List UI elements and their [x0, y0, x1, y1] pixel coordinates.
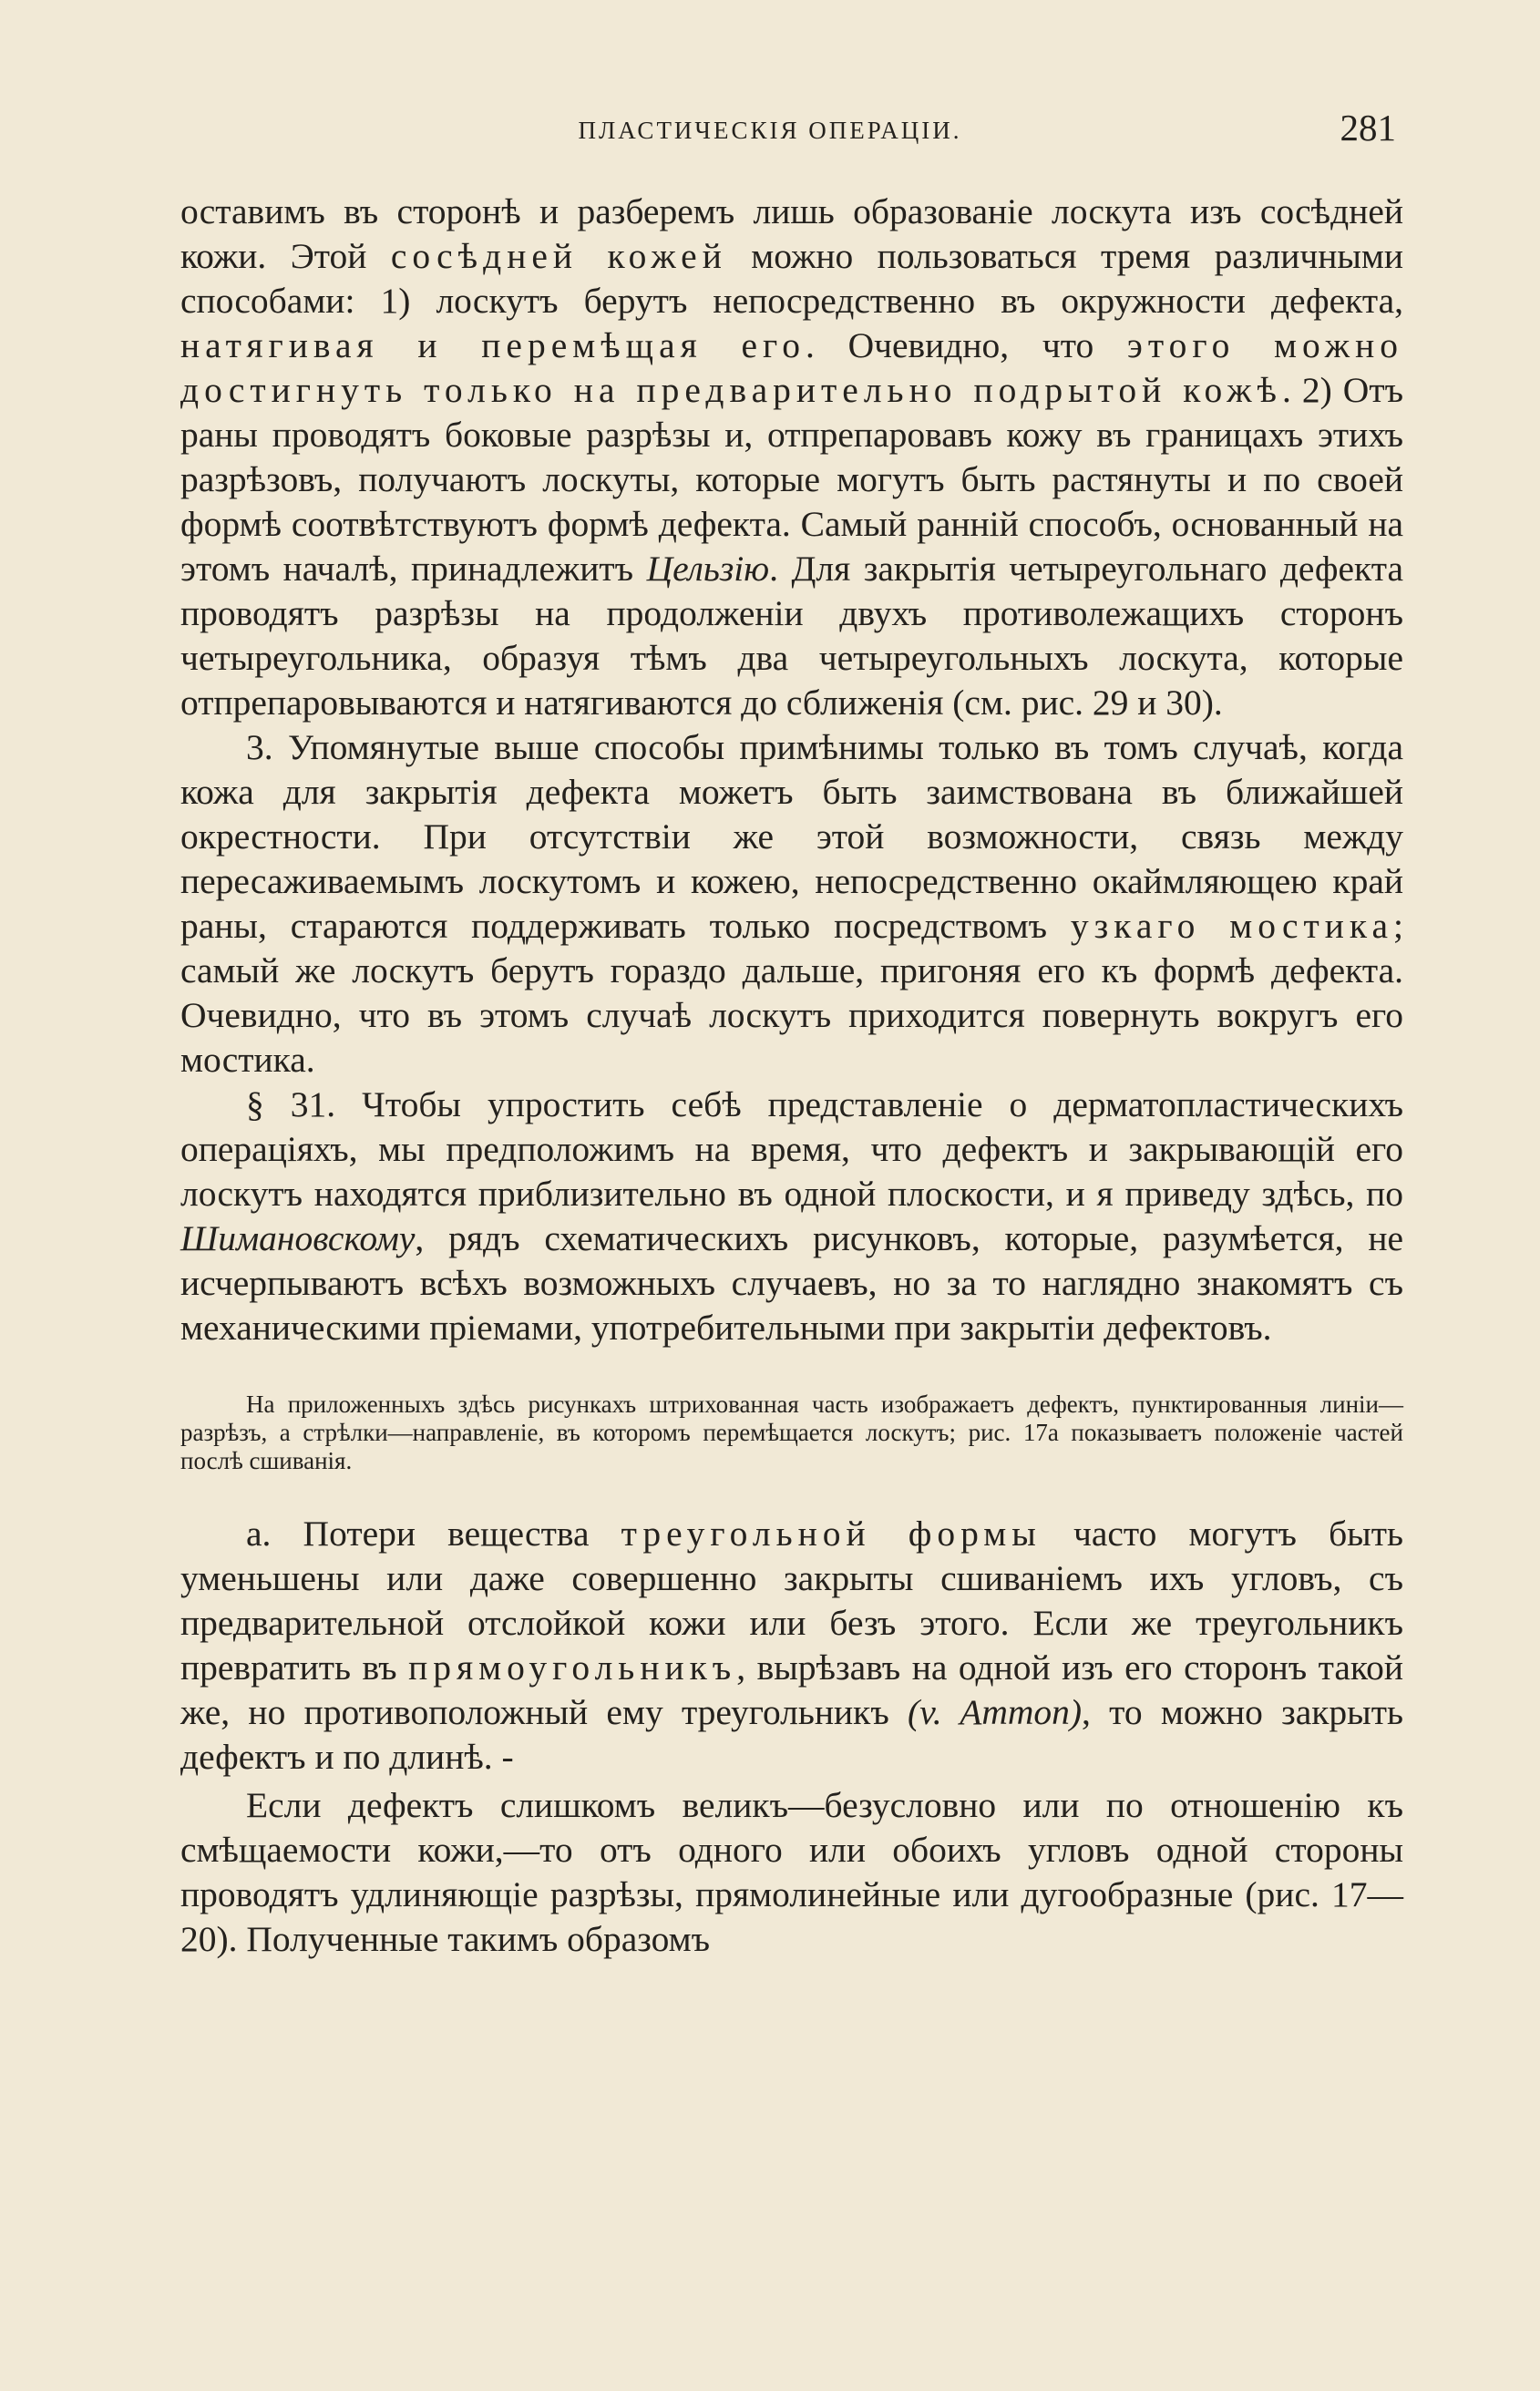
- paragraph-final: Если дефектъ слишкомъ великъ—безусловно или по отношенію къ смѣщаемости кожи,—то отъ одного или обоихъ угловъ одной стороны проводятъ удлиняющіе разрѣзы, прямолинейные или дугообразные (рис. 17—20). Полученные такимъ образомъ: [180, 1785, 1403, 1959]
- running-head: ПЛАСТИЧЕСКІЯ ОПЕРАЦІИ.: [578, 117, 962, 144]
- spaced-emphasis: прямоугольникъ: [408, 1647, 737, 1688]
- paragraph-section-31: [180, 1083, 1403, 1350]
- text-run: можно пользоваться тремя различными способами: 1) лоскутъ берутъ непосредственно въ окружности дефекта,: [180, 236, 1404, 321]
- text-run: , рядъ схематическихъ рисунковъ, которые, разумѣется, не исчерпываютъ всѣхъ возможныхъ случаевъ, но за то наглядно знакомятъ съ механическими пріемами, употребительными при закрытіи дефектовъ.: [180, 1218, 1403, 1348]
- paragraph-2: [180, 725, 1403, 1083]
- text-run: а. Потери вещества: [246, 1514, 621, 1554]
- spaced-emphasis: узкаго мостика: [1070, 906, 1394, 946]
- text-run: . Для закрытія четыреугольнаго дефекта проводятъ разрѣзы на продолженіи двухъ противолежащихъ сторонъ четыреугольника, образуя тѣмъ два четыреугольныхъ лоскута, которые отпрепаровываются и натягиваются до сближенія (см. рис. 29 и 30).: [180, 549, 1403, 723]
- page-header: [0, 100, 1540, 155]
- text-run: часто могутъ быть уменьшены или даже совершенно закрыты сшиваніемъ ихъ угловъ, съ предварительной отслойкой кожи или безъ этого. Если же треугольникъ превратить въ: [180, 1514, 1404, 1688]
- text-run: . 2) Отъ раны проводятъ боковые разрѣзы и, отпрепаровавъ кожу въ границахъ этихъ разрѣзовъ, получаютъ лоскуты, которые могутъ быть растянуты и по своей формѣ соотвѣтствуютъ формѣ дефекта. Самый ранній способъ, основанный на этомъ началѣ, принадлежитъ: [180, 370, 1404, 589]
- text-run: 3. Упомянутые выше способы примѣнимы только въ томъ случаѣ, когда кожа для закрытія дефекта можетъ быть заимствована въ ближайшей окрестности. При отсутствіи же этой возможности, связь между пересаживаемымъ лоскутомъ и кожею, непосредственно окаймляющею край раны, стараются поддерживать только посредствомъ: [180, 727, 1403, 946]
- spaced-emphasis: треугольной формы: [621, 1514, 1042, 1554]
- text-run: § 31. Чтобы упростить себѣ представленіе о дерматопластическихъ операціяхъ, мы предположимъ на время, что дефектъ и закрывающій его лоскутъ находятся приблизительно въ одной плоскости, и я приведу здѣсь, по: [180, 1084, 1403, 1214]
- page-number: 281: [1340, 107, 1396, 149]
- spaced-emphasis: сосѣдней кожей: [390, 236, 727, 276]
- text-run: , то можно закрыть дефектъ и по длинѣ. -: [180, 1692, 1403, 1777]
- text-run: , вырѣзавъ на одной изъ его сторонъ такой же, но противоположный ему треугольникъ: [180, 1647, 1403, 1732]
- spaced-emphasis: натягивая и перемѣщая его: [180, 325, 806, 365]
- text-run: . Очевидно, что: [806, 325, 1127, 365]
- author-name-ammon: (v. Ammon): [908, 1692, 1083, 1732]
- spaced-emphasis: этого можно достигнуть только на предварительно подрытой кожѣ: [180, 325, 1403, 410]
- author-name-celsus: Цельзію: [646, 549, 770, 589]
- author-name-shimanovsky: Шимановскому: [180, 1218, 416, 1258]
- text-run: оставимъ въ сторонѣ и разберемъ лишь образованіе лоскута изъ сосѣдней кожи. Этой: [180, 191, 1403, 276]
- text-run: ; самый же лоскутъ берутъ гораздо дальше, пригоняя его къ формѣ дефекта. Очевидно, что въ этомъ случаѣ лоскутъ приходится повернуть вокругъ его мостика.: [180, 906, 1404, 1080]
- figure-note: На приложенныхъ здѣсь рисункахъ штрихованная часть изображаетъ дефектъ, пунктированныя линіи—разрѣзъ, а стрѣлки—направленіе, въ которомъ перемѣщается лоскутъ; рис. 17а показываетъ положеніе частей послѣ сшиванія.: [180, 1390, 1403, 1474]
- paragraph-1: [180, 190, 1403, 725]
- paragraph-a: [180, 1512, 1403, 1780]
- text-body: [180, 190, 1403, 1962]
